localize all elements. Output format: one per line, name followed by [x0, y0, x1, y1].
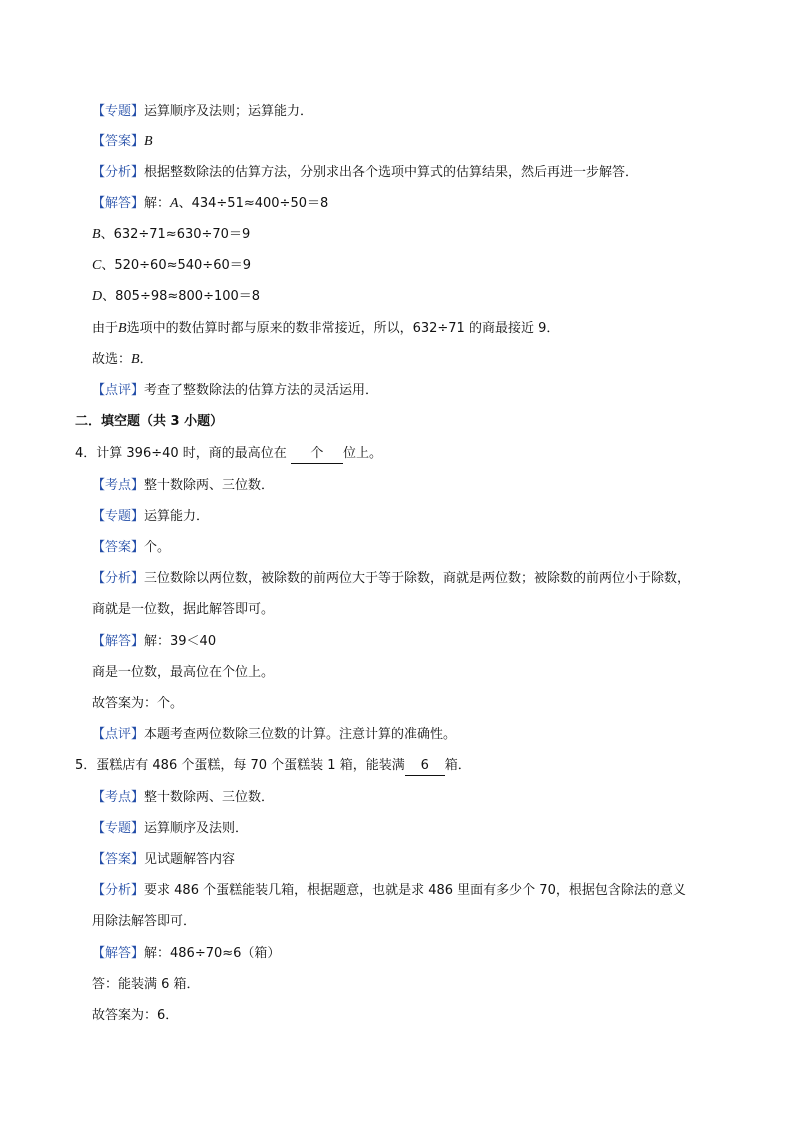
q5-jieda-line	[92, 945, 280, 963]
tag-zhuanti: 【专题】	[92, 104, 145, 119]
q3-guxuan-pre: 故选：	[92, 352, 132, 367]
tag-fenxi: 【分析】	[92, 571, 145, 586]
q4-line2: 商是一位数，最高位在个位上。	[92, 665, 275, 680]
q3-line-d-text: 、805÷98≈800÷100＝8	[102, 289, 261, 304]
q3-guxuan-letter: B	[131, 352, 140, 367]
q5-daan-line	[92, 851, 235, 869]
q4-daan: 个。	[144, 540, 171, 555]
q3-line-b-text: 、632÷71≈630÷70＝9	[100, 227, 251, 242]
q3-conclusion-pre: 由于	[92, 321, 119, 336]
q3-conclusion	[92, 320, 559, 338]
q4-zhuanti: 运算能力．	[144, 509, 210, 524]
q3-option-a: A	[170, 196, 179, 211]
q4-kaodian: 整十数除两、三位数．	[144, 478, 275, 493]
q3-jieda-line	[92, 195, 328, 213]
tag-daan: 【答案】	[92, 540, 145, 555]
q3-line-c	[92, 257, 251, 275]
q3-zhuanti-line	[92, 103, 313, 121]
tag-daan: 【答案】	[92, 134, 145, 149]
q3-fenxi: 根据整数除法的估算方法，分别求出各个选项中算式的估算结果，然后再进一步解答．	[144, 165, 639, 180]
q3-zhuanti: 运算顺序及法则；运算能力．	[144, 104, 314, 119]
q3-conclusion-post: 选项中的数估算时都与原来的数非常接近，所以，632÷71 的商最接近 9．	[126, 321, 560, 336]
q4-kaodian-line	[92, 477, 274, 495]
q3-option-d: D	[92, 289, 103, 304]
q4-fenxi-1: 三位数除以两位数，被除数的前两位大于等于除数，商就是两位数；被除数的前两位小于除数，	[144, 571, 691, 586]
section-heading: 二．填空题（共 3 小题）	[75, 414, 224, 429]
q4-stem-pre: 4．计算 396÷40 时，商的最高位在	[75, 446, 287, 461]
q5-fenxi-line	[92, 882, 686, 900]
q4-jieda-line	[92, 633, 216, 651]
tag-fenxi: 【分析】	[92, 165, 145, 180]
q3-dianping: 考查了整数除法的估算方法的灵活运用．	[144, 383, 379, 398]
q3-line-c-text: 、520÷60≈540÷60＝9	[101, 258, 252, 273]
q3-daan: B	[144, 134, 153, 149]
q4-zhuanti-line	[92, 508, 209, 526]
q3-line-d	[92, 288, 260, 306]
q5-line2: 答：能装满 6 箱．	[92, 977, 200, 992]
q5-stem	[75, 757, 471, 776]
q3-guxuan-post: ．	[139, 352, 153, 367]
q5-zhuanti-line	[92, 820, 248, 838]
tag-jieda: 【解答】	[92, 196, 145, 211]
q5-line3: 故答案为：6．	[92, 1008, 179, 1023]
q5-fenxi-1: 要求 486 个蛋糕能装几箱，根据题意，也就是求 486 里面有多少个 70，根据包含除法的意义	[144, 883, 686, 898]
tag-jieda: 【解答】	[92, 946, 145, 961]
q5-zhuanti: 运算顺序及法则．	[144, 821, 249, 836]
q3-option-c: C	[92, 258, 102, 273]
q5-stem-post: 箱．	[444, 758, 471, 773]
tag-dianping: 【点评】	[92, 727, 145, 742]
q3-line-b	[92, 226, 250, 244]
q5-daan: 见试题解答内容	[144, 852, 236, 867]
q3-jieda-a: 、434÷51≈400÷50＝8	[178, 196, 329, 211]
q5-stem-pre: 5．蛋糕店有 486 个蛋糕，每 70 个蛋糕装 1 箱，能装满	[75, 758, 405, 773]
q5-answer-blank: 6	[405, 757, 445, 776]
q4-stem-post: 位上。	[342, 446, 382, 461]
q4-line3: 故答案为：个。	[92, 696, 184, 711]
q4-fenxi-line	[92, 570, 690, 588]
q3-dianping-line	[92, 382, 378, 400]
q4-fenxi-2: 商就是一位数，据此解答即可。	[92, 602, 275, 617]
tag-zhuanti: 【专题】	[92, 509, 145, 524]
q5-kaodian-line	[92, 789, 274, 807]
q3-fenxi-line	[92, 164, 638, 182]
tag-jieda: 【解答】	[92, 634, 145, 649]
tag-fenxi: 【分析】	[92, 883, 145, 898]
tag-dianping: 【点评】	[92, 383, 145, 398]
q4-answer-blank: 个	[291, 445, 343, 464]
q4-dianping-line	[92, 726, 456, 744]
tag-kaodian: 【考点】	[92, 790, 145, 805]
q5-kaodian: 整十数除两、三位数．	[144, 790, 275, 805]
q4-dianping: 本题考查两位数除三位数的计算。注意计算的准确性。	[144, 727, 457, 742]
tag-daan: 【答案】	[92, 852, 145, 867]
q3-daan-line	[92, 133, 153, 151]
q3-option-b: B	[92, 227, 101, 242]
q4-daan-line	[92, 539, 170, 557]
q5-fenxi-2: 用除法解答即可．	[92, 914, 197, 929]
q3-conclusion-letter: B	[118, 321, 127, 336]
tag-kaodian: 【考点】	[92, 478, 145, 493]
q4-stem	[75, 445, 382, 464]
q3-jieda-prefix: 解：	[144, 196, 171, 211]
q5-jieda: 解：486÷70≈6（箱）	[144, 946, 281, 961]
tag-zhuanti: 【专题】	[92, 821, 145, 836]
q4-jieda: 解：39＜40	[144, 634, 217, 649]
q3-guxuan	[92, 351, 153, 369]
